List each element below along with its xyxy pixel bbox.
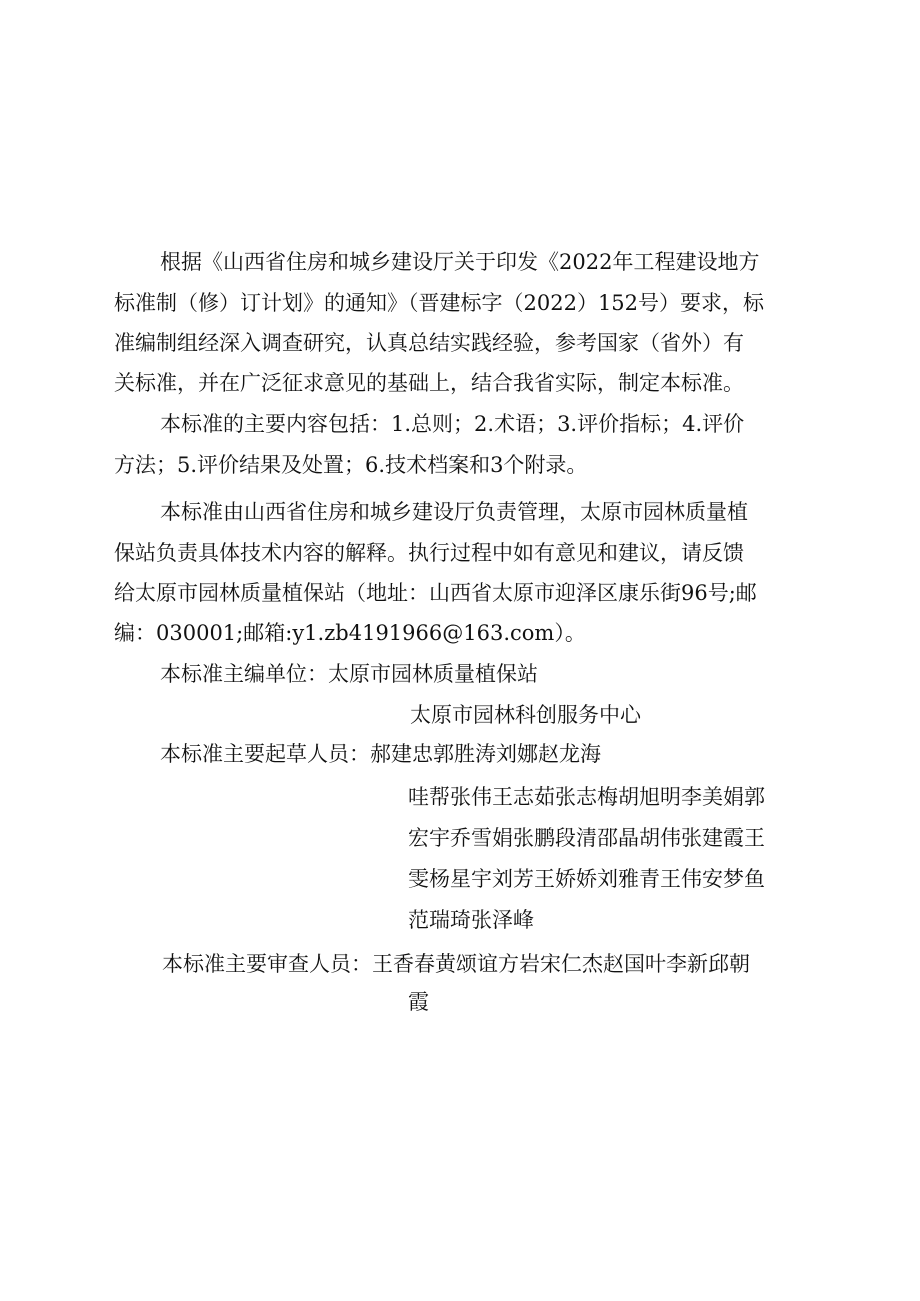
preface-line-4: 关标准，并在广泛征求意见的基础上，结合我省实际，制定本标准。 bbox=[114, 371, 744, 395]
chief-editor-unit-line-1: 本标准主编单位：太原市园林质量植保站 bbox=[160, 662, 538, 686]
drafters-line-5: 范瑞琦张泽峰 bbox=[408, 908, 534, 932]
reviewers-line-1: 本标准主要审查人员：王香春黄颂谊方岩宋仁杰赵国叶李新邱朝 bbox=[162, 952, 750, 976]
management-line-3: 给太原市园林质量植保站（地址：山西省太原市迎泽区康乐街96号;邮 bbox=[114, 581, 757, 605]
content-line-1: 本标准的主要内容包括：1.总则；2.术语；3.评价指标；4.评价 bbox=[160, 412, 745, 436]
preface-line-1: 根据《山西省住房和城乡建设厅关于印发《2022年工程建设地方 bbox=[160, 250, 760, 274]
preface-line-2: 标准制（修）订计划》的通知》（晋建标字（2022）152号）要求，标 bbox=[114, 291, 765, 315]
chief-editor-unit-line-2: 太原市园林科创服务中心 bbox=[410, 703, 641, 727]
drafters-line-2: 哇帮张伟王志茹张志梅胡旭明李美娟郭 bbox=[408, 785, 765, 809]
drafters-line-3: 宏宇乔雪娟张鹏段清邵晶胡伟张建霞王 bbox=[408, 826, 765, 850]
management-line-2: 保站负责具体技术内容的解释。执行过程中如有意见和建议，请反馈 bbox=[114, 541, 744, 565]
content-line-2: 方法；5.评价结果及处置；6.技术档案和3个附录。 bbox=[114, 453, 588, 477]
management-line-4: 编：030001;邮箱:y1.zb4191966@163.com）。 bbox=[114, 621, 586, 645]
management-line-1: 本标准由山西省住房和城乡建设厅负责管理，太原市园林质量植 bbox=[160, 500, 748, 524]
drafters-line-1: 本标准主要起草人员：郝建忠郭胜涛刘娜赵龙海 bbox=[160, 742, 601, 766]
preface-line-3: 准编制组经深入调查研究，认真总结实践经验，参考国家（省外）有 bbox=[114, 331, 744, 355]
reviewers-line-2: 霞 bbox=[408, 990, 429, 1014]
drafters-line-4: 雯杨星宇刘芳王娇娇刘雅青王伟安梦鱼 bbox=[408, 867, 765, 891]
